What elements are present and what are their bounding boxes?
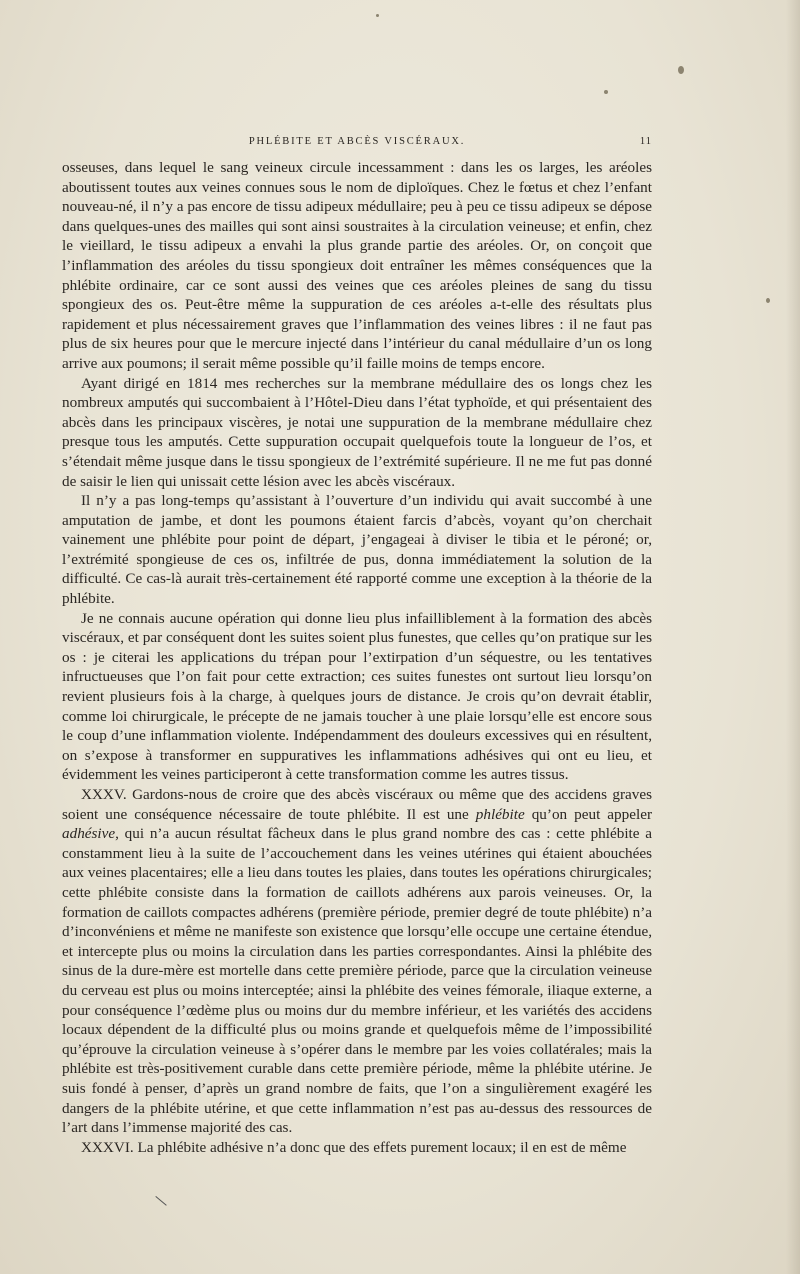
stray-mark (148, 1196, 167, 1215)
body-text (62, 158, 652, 1157)
italic-term: phlébite (475, 805, 525, 823)
paper-speck (604, 90, 608, 94)
text-run: qu’on peut appeler (524, 805, 652, 823)
running-title: PHLÉBITE ET ABCÈS VISCÉRAUX. (248, 136, 466, 147)
text-run: XXXV. Gardons-nous de croire que des abcès viscéraux ou même que des accidens graves soient une conséquence nécessaire de toute phlébite. Il est une (62, 786, 652, 823)
paragraph: Ayant dirigé en 1814 mes recherches sur la membrane médullaire des os longs chez les nombreux amputés qui succombaient à l’Hôtel-Dieu dans l’état typhoïde, et qui présentaient des abcès dans les principaux viscères, je notai une suppuration de la membrane médullaire chez presque tous les amputés. Cette suppuration occupait quelquefois toute la longueur de l’os, et s’étendait même jusque dans le tissu spongieux de l’extrémité supérieure. Il ne me fut pas donné de saisir le lien qui unissait cette lésion avec les abcès viscéraux. (62, 374, 652, 490)
paragraph-xxxv (62, 785, 652, 1138)
text-run: , qui n’a aucun résultat fâcheux dans le plus grand nombre des cas : cette phlébite a constamment lieu à la suite de l’accouchement dans les veines utérines qui étaient abouchées aux veines placentaires; elle a lieu dans toutes les plaies, dans toutes les opérations chirurgicales; cette phlébite consiste dans la formation de caillots adhérens aux parois veineuses. Or, la formation de caillots compactes adhérens (première période, premier degré de toute phlébite) n’a d’inconvéniens et même ne manifeste son existence que lorsqu’elle occupe une certaine étendue, et intercepte plus ou moins la circulation dans les parties correspondantes. Ainsi la phlébite des sinus de la dure-mère est mortelle dans cette première période, parce que la circulation veineuse du cerveau est plus ou moins interceptée; ainsi la phlébite des veines fémorale, iliaque externe, a pour conséquence l’œdème plus ou moins dur du membre inférieur, et les variétés des accidens locaux dépendent de la difficulté plus ou moins grande et quelquefois même de l’impossibilité qu’éprouve la circulation veineuse à s’opérer dans le membre par les voies collatérales; mais la phlébite est très-positivement curable dans cette première période, même la phlébite utérine. Je suis fondé à penser, d’après un grand nombre de faits, que l’on a singulièrement exagéré les dangers de la phlébite utérine, et que cette inflammation n’est pas au-dessus des ressources de l’art dans l’immense majorité des cas. (62, 825, 652, 1137)
paper-speck (376, 14, 379, 17)
page-number: 11 (639, 136, 652, 147)
paragraph: Je ne connais aucune opération qui donne lieu plus infailliblement à la formation des abcès viscéraux, et par conséquent dont les suites soient plus funestes, que celles qu’on pratique sur les os : je citerai les applications du trépan pour l’extirpation d’un séquestre, ou les tentatives infructueuses que l’on fait pour cette extraction; ces suites funestes ont surtout lieu lorsqu’on revient plusieurs fois à la charge, à quelques jours de distance. Je crois qu’on devrait établir, comme loi chirurgicale, le précepte de ne jamais toucher à une plaie lorsqu’elle est encore sous le coup d’une inflammation violente. Indépendamment des douleurs excessives qui en résultent, on s’expose à transformer en suppuratives les inflammations adhésives qui ont eu lieu, et évidemment les veines participeront à cette transformation comme les autres tissus. (62, 609, 652, 784)
italic-term: adhésive (62, 825, 116, 843)
paragraph: osseuses, dans lequel le sang veineux circule incessamment : dans les os larges, les aréoles aboutissent toutes aux veines connues sous le nom de diploïques. Chez le fœtus et chez l’enfant nouveau-né, il n’y a pas encore de tissu adipeux médullaire; peu à peu ce tissu adipeux se dépose dans quelques-unes des mailles qui sont ainsi soustraites à la circulation veineuse; et enfin, chez le vieillard, le tissu adipeux a envahi la plus grande partie des aréoles. Or, on conçoit que l’inflammation des aréoles du tissu spongieux doit entraîner les mêmes conséquences que la phlébite ordinaire, car ce sont aussi des veines que ces aréoles pleines de sang du tissu spongieux des os. Peut-être même la suppuration de ces aréoles a-t-elle des résultats plus rapidement et plus nécessairement graves que l’inflammation des veines libres : il ne faut pas plus de six heures pour que le mercure injecté dans l’intérieur du canal médullaire d’un os long arrive aux poumons; il serait même possible qu’il faille moins de temps encore. (62, 159, 652, 372)
paper-speck (766, 298, 770, 303)
paragraph: Il n’y a pas long-temps qu’assistant à l’ouverture d’un individu qui avait succombé à une amputation de jambe, et dont les poumons étaient farcis d’abcès, voyant qu’on cherchait vainement une phlébite pour point de départ, j’engageai à diviser le tibia et le péroné; or, l’extrémité spongieuse de ces os, infiltrée de pus, donna immédiatement la solution de la difficulté. Ce cas-là aurait très-certainement été rapporté comme une exception à la théorie de la phlébite. (62, 492, 652, 608)
page-header (62, 136, 652, 152)
paper-speck (678, 66, 684, 74)
page-edge-shadow (786, 0, 800, 1274)
paragraph-xxxvi: XXXVI. La phlébite adhésive n’a donc que des effets purement locaux; il en est de même (81, 1138, 627, 1156)
